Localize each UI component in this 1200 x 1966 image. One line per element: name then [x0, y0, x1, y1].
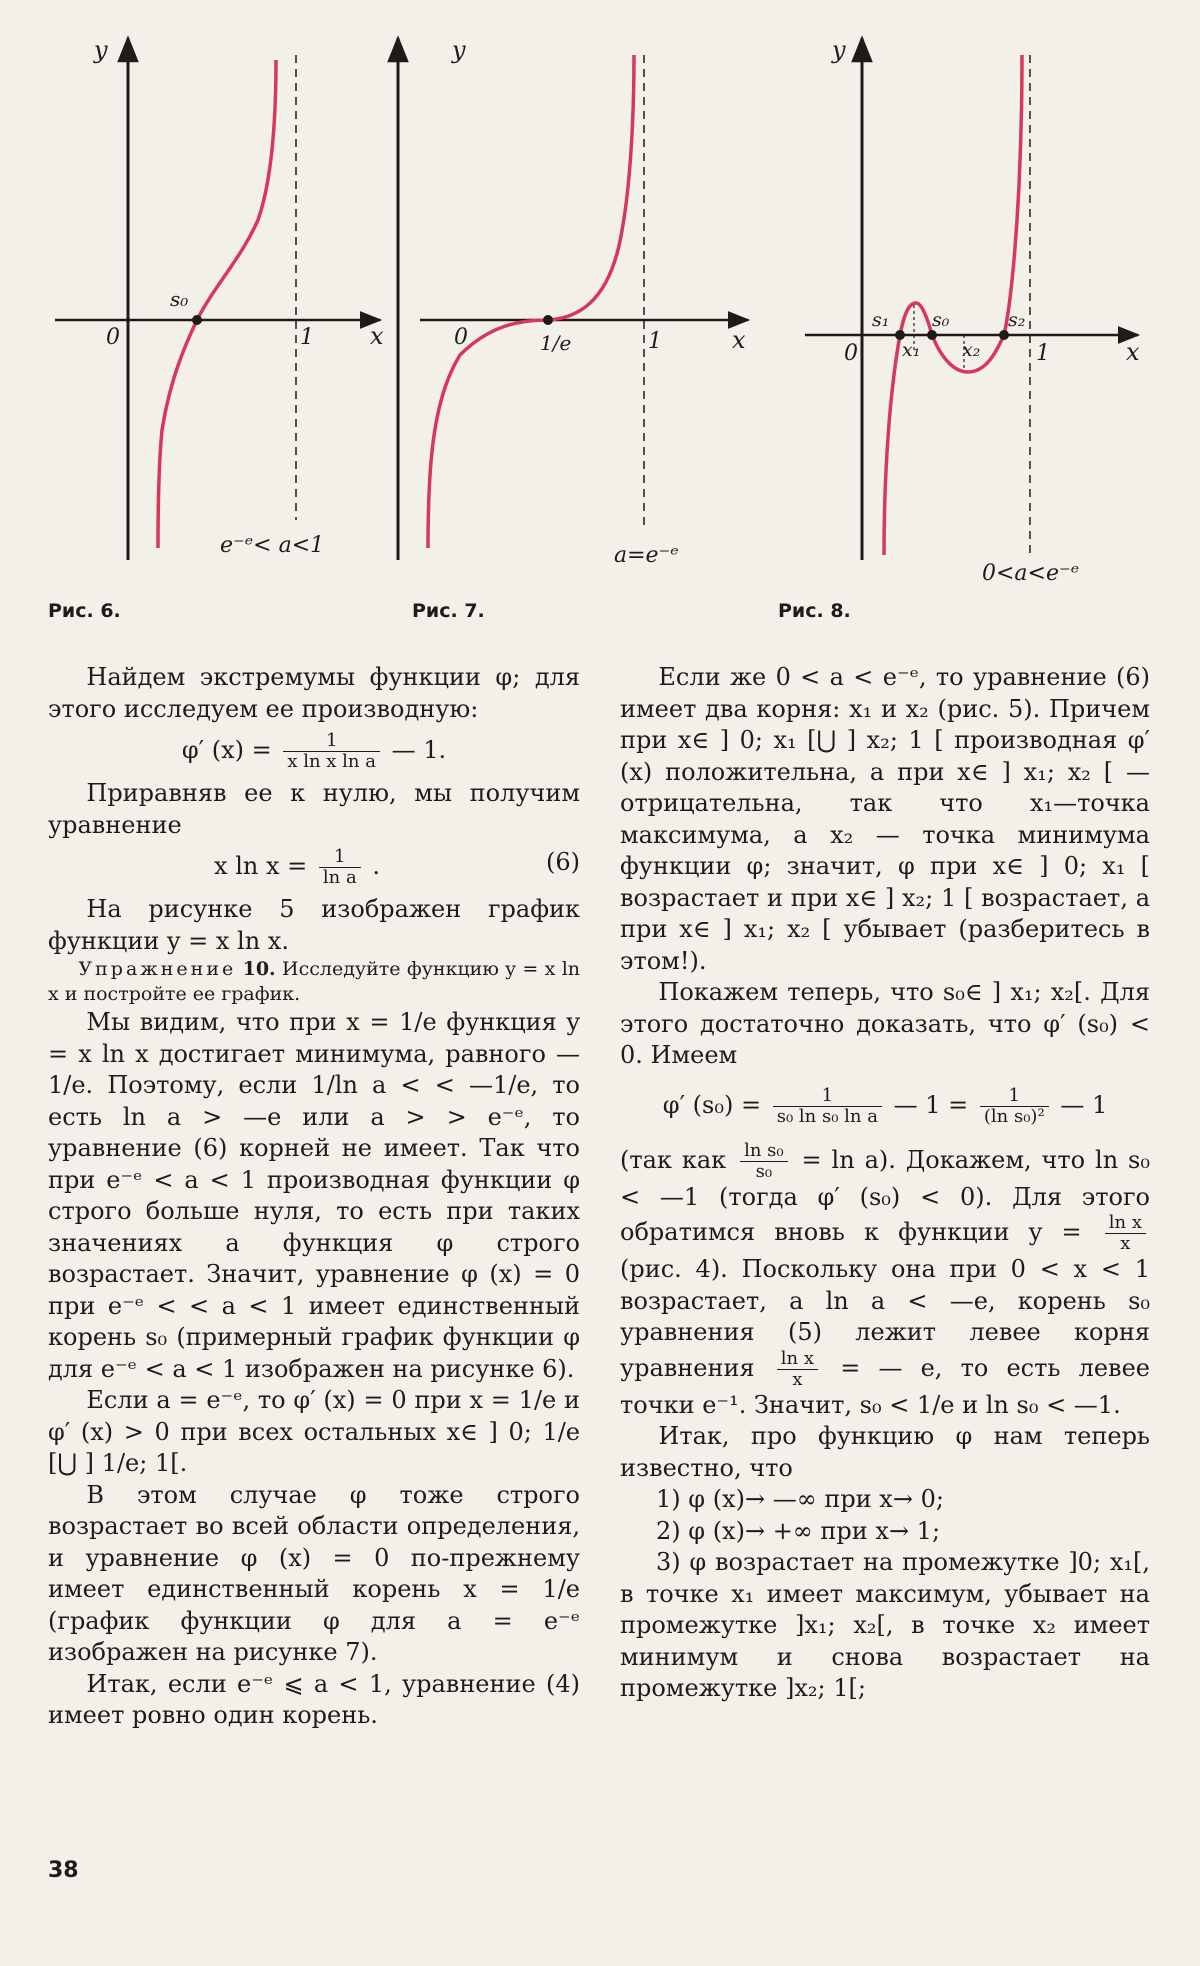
figure-7	[398, 36, 748, 568]
fig8-x1-label: x₁	[902, 339, 921, 361]
left-paragraph-5: Если a = e⁻ᵉ, то φ′ (x) = 0 при x = 1/e и φ′ (x) > 0 при всех остальных x∈ ] 0; 1/e [⋃ ] 1/e; 1[.	[48, 1386, 580, 1477]
fig8-y-label: y	[832, 36, 846, 64]
fig8-one-label: 1	[1036, 341, 1050, 366]
fig6-root-point	[192, 315, 202, 325]
left-column	[48, 662, 580, 1732]
formula-phi-s0: φ′ (s₀) = $\frac{1}{\text{s₀ ln s₀ ln a}}$ — 1 = $\frac{1}{\text{(ln s₀)²}}$ — 1	[662, 1084, 1108, 1127]
fig6-x-label: x	[370, 322, 384, 350]
right-column	[620, 662, 1150, 1705]
fig7-y-label: y	[452, 36, 466, 64]
fig8-caption: Рис. 8.	[778, 600, 851, 622]
fig8-curve	[884, 55, 1022, 555]
equation-number: (6)	[546, 848, 580, 876]
fig7-origin-label: 0	[454, 325, 468, 350]
list-item: 3) φ возрастает на промежутке ]0; x₁[, в точке x₁ имеет максимум, убывает на промежутке ]x₁; x₂[, в точке x₂ имеет минимум и снова возрастает на промежутке ]x₂; 1[;	[620, 1548, 1150, 1702]
fig6-condition: e⁻ᵉ< a<1	[220, 533, 325, 558]
list-item: 1) φ (x)→ —∞ при x→ 0;	[656, 1485, 944, 1513]
left-paragraph-1: Найдем экстремумы функции φ; для этого исследуем ее производную:	[48, 663, 580, 723]
fig8-condition: 0<a<e⁻ᵉ	[982, 561, 1080, 586]
fig7-point-label: 1/e	[540, 331, 572, 355]
fig8-x2-label: x₂	[962, 339, 981, 361]
fig8-s0-label: s₀	[932, 309, 950, 331]
right-paragraph-3: (так как $\frac{\text{ln s₀}}{\text{s₀}}$ = ln a). Докажем, что ln s₀ < —1 (тогда φ′ (s₀) < 0). Для этого обратимся вновь к функции y = $\frac{\text{ln x}}{x}$ (рис. 4). Поскольку она при 0 < x < 1 возрастает, а ln a < —e, корень s₀ уравнения (5) лежит левее корня уравнения $\frac{\text{ln x}}{x}$ = — e, то есть левее точки e⁻¹. Значит, s₀ < 1/e и ln s₀ < —1.	[620, 1139, 1150, 1419]
left-paragraph-3: На рисунке 5 изображен график функции y = x ln x.	[48, 895, 580, 955]
fig7-curve	[428, 55, 634, 548]
fig8-s1-label: s₁	[872, 309, 890, 331]
fig7-one-label: 1	[648, 329, 662, 354]
fig7-inflection-point	[543, 315, 553, 325]
formula-derivative: φ′ (x) = $\frac{1}{\text{x ln x ln a}}$ — 1.	[181, 730, 447, 772]
fig8-s2-point	[999, 330, 1009, 340]
list-item: 2) φ (x)→ +∞ при x→ 1;	[656, 1516, 941, 1545]
fig6-one-label: 1	[300, 325, 314, 350]
fig7-x-label: x	[732, 326, 746, 354]
figure-6	[55, 36, 384, 560]
figures-area	[0, 0, 1200, 640]
left-paragraph-4: Мы видим, что при x = 1/e функция y = x ln x достигает минимума, равного —1/e. Поэтому, если 1/ln a < < —1/e, то есть ln a > —e или a > > e⁻ᵉ, то уравнение (6) корней не имеет. Так что при e⁻ᵉ < a < 1 производная функции φ строго больше нуля, то есть при таких значениях a функция φ строго возрастает. Значит, уравнение φ (x) = 0 при e⁻ᵉ < < a < 1 имеет единственный корень s₀ (примерный график функции φ для e⁻ᵉ < a < 1 изображен на рисунке 6).	[48, 1008, 580, 1383]
left-paragraph-2: Приравняв ее к нулю, мы получим уравнение	[48, 779, 580, 839]
fig6-caption: Рис. 6.	[48, 600, 121, 622]
fig6-origin-label: 0	[106, 325, 120, 350]
right-paragraph-4: Итак, про функцию φ нам теперь известно, что	[620, 1422, 1150, 1482]
fig6-root-label: s₀	[170, 287, 189, 311]
right-paragraph-2: Покажем теперь, что s₀∈ ] x₁; x₂[. Для этого достаточно доказать, что φ′ (s₀) < 0. Имеем	[620, 978, 1150, 1069]
fig8-s2-label: s₂	[1008, 309, 1026, 331]
properties-list	[620, 1484, 1150, 1705]
fig6-y-label: y	[94, 36, 108, 64]
fig7-condition: a=e⁻ᵉ	[614, 543, 679, 568]
exercise-10: Упражнение 10. Исследуйте функцию y = x ln x и постройте ее график.	[48, 958, 581, 1005]
formula-equation-6: (6) x ln x = $\frac{1}{\text{ln a}}$ .	[214, 846, 580, 888]
right-paragraph-1: Если же 0 < a < e⁻ᵉ, то уравнение (6) имеет два корня: x₁ и x₂ (рис. 5). Причем при x∈ ] 0; x₁ [⋃ ] x₂; 1 [ производная φ′ (x) положительна, а при x∈ ] x₁; x₂ [ — отрицательна, так что x₁—точка максимума, а x₂ — точка минимума функции φ; значит, φ при x∈ ] 0; x₁ [ возрастает и при x∈ ] x₂; 1 [ возрастает, а при x∈ ] x₁; x₂ [ убывает (разберитесь в этом!).	[620, 663, 1150, 975]
fig8-s0-point	[927, 330, 937, 340]
page-number: 38	[48, 1858, 79, 1883]
fig8-origin-label: 0	[844, 341, 858, 366]
left-paragraph-7: Итак, если e⁻ᵉ ⩽ a < 1, уравнение (4) имеет ровно один корень.	[48, 1669, 580, 1729]
fig8-x-label: x	[1126, 338, 1140, 366]
fig7-caption: Рис. 7.	[412, 600, 485, 622]
left-paragraph-6: В этом случае φ тоже строго возрастает во всей области определения, и уравнение φ (x) = 0 по-прежнему имеет единственный корень x = 1/e (график функции φ для a = e⁻ᵉ изображен на рисунке 7).	[48, 1480, 580, 1666]
figure-8	[805, 36, 1140, 586]
